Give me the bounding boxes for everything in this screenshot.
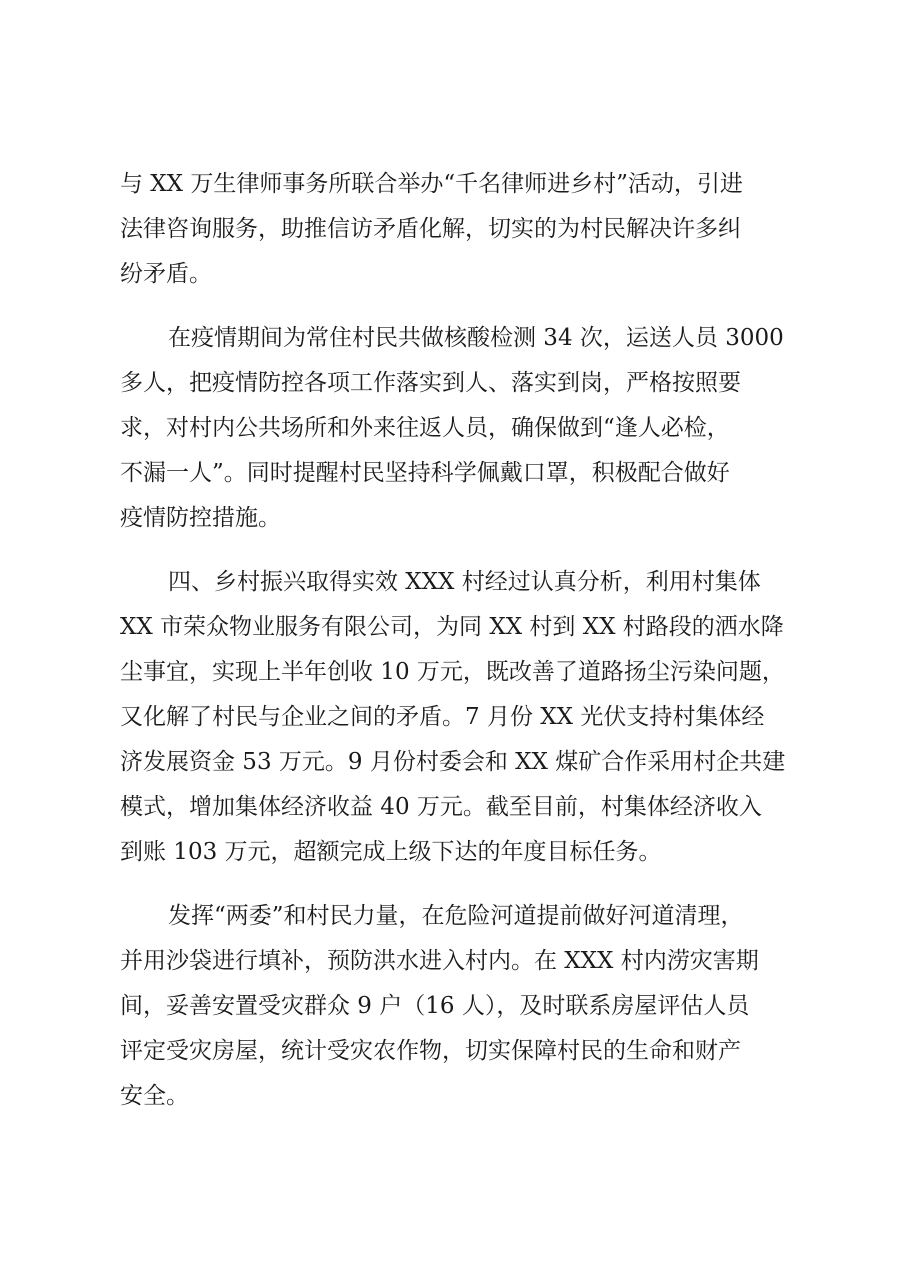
paragraph-legal-services: [120, 162, 800, 297]
text-line: 纷矛盾。: [120, 261, 212, 287]
paragraph-flood-response: [120, 894, 800, 1119]
text-line: 间，妥善安置受灾群众 9 户（16 人），及时联系房屋评估人员: [120, 993, 750, 1019]
text-line: 不漏一人”。同时提醒村民坚持科学佩戴口罩，积极配合做好: [120, 460, 730, 486]
text-line: 又化解了村民与企业之间的矛盾。7 月份 XX 光伏支持村集体经: [120, 704, 765, 730]
document-body: [120, 162, 800, 1119]
text-line: 与 XX 万生律师事务所联合举办“千名律师进乡村”活动，引进: [120, 171, 743, 197]
paragraph-rural-revitalization: [120, 560, 800, 875]
text-line: 并用沙袋进行填补，预防洪水进入村内。在 XXX 村内涝灾害期: [120, 948, 759, 974]
text-line: 四、乡村振兴取得实效 XXX 村经过认真分析，利用村集体: [168, 569, 761, 595]
paragraph-spacer: [120, 541, 800, 560]
text-line: XX 市荣众物业服务有限公司，为同 XX 村到 XX 村路段的洒水降: [120, 614, 784, 640]
text-line: 尘事宜，实现上半年创收 10 万元，既改善了道路扬尘污染问题，: [120, 659, 785, 685]
paragraph-spacer: [120, 875, 800, 894]
text-line: 安全。: [120, 1083, 189, 1109]
text-line: 多人，把疫情防控各项工作落实到人、落实到岗，严格按照要: [120, 370, 741, 396]
paragraph-spacer: [120, 297, 800, 316]
text-line: 法律咨询服务，助推信访矛盾化解，切实的为村民解决许多纠: [120, 216, 741, 242]
text-line: 疫情防控措施。: [120, 505, 281, 531]
text-line: 模式，增加集体经济收益 40 万元。截至目前，村集体经济收入: [120, 794, 762, 820]
text-line: 济发展资金 53 万元。9 月份村委会和 XX 煤矿合作采用村企共建: [120, 749, 786, 775]
text-line: 求，对村内公共场所和外来往返人员，确保做到“逢人必检，: [120, 415, 730, 441]
text-line: 到账 103 万元，超额完成上级下达的年度目标任务。: [120, 839, 662, 865]
paragraph-epidemic-control: [120, 316, 800, 541]
text-line: 发挥“两委”和村民力量，在危险河道提前做好河道清理，: [168, 903, 744, 929]
text-line: 评定受灾房屋，统计受灾农作物，切实保障村民的生命和财产: [120, 1038, 741, 1064]
text-line: 在疫情期间为常住村民共做核酸检测 34 次，运送人员 3000: [168, 325, 784, 351]
